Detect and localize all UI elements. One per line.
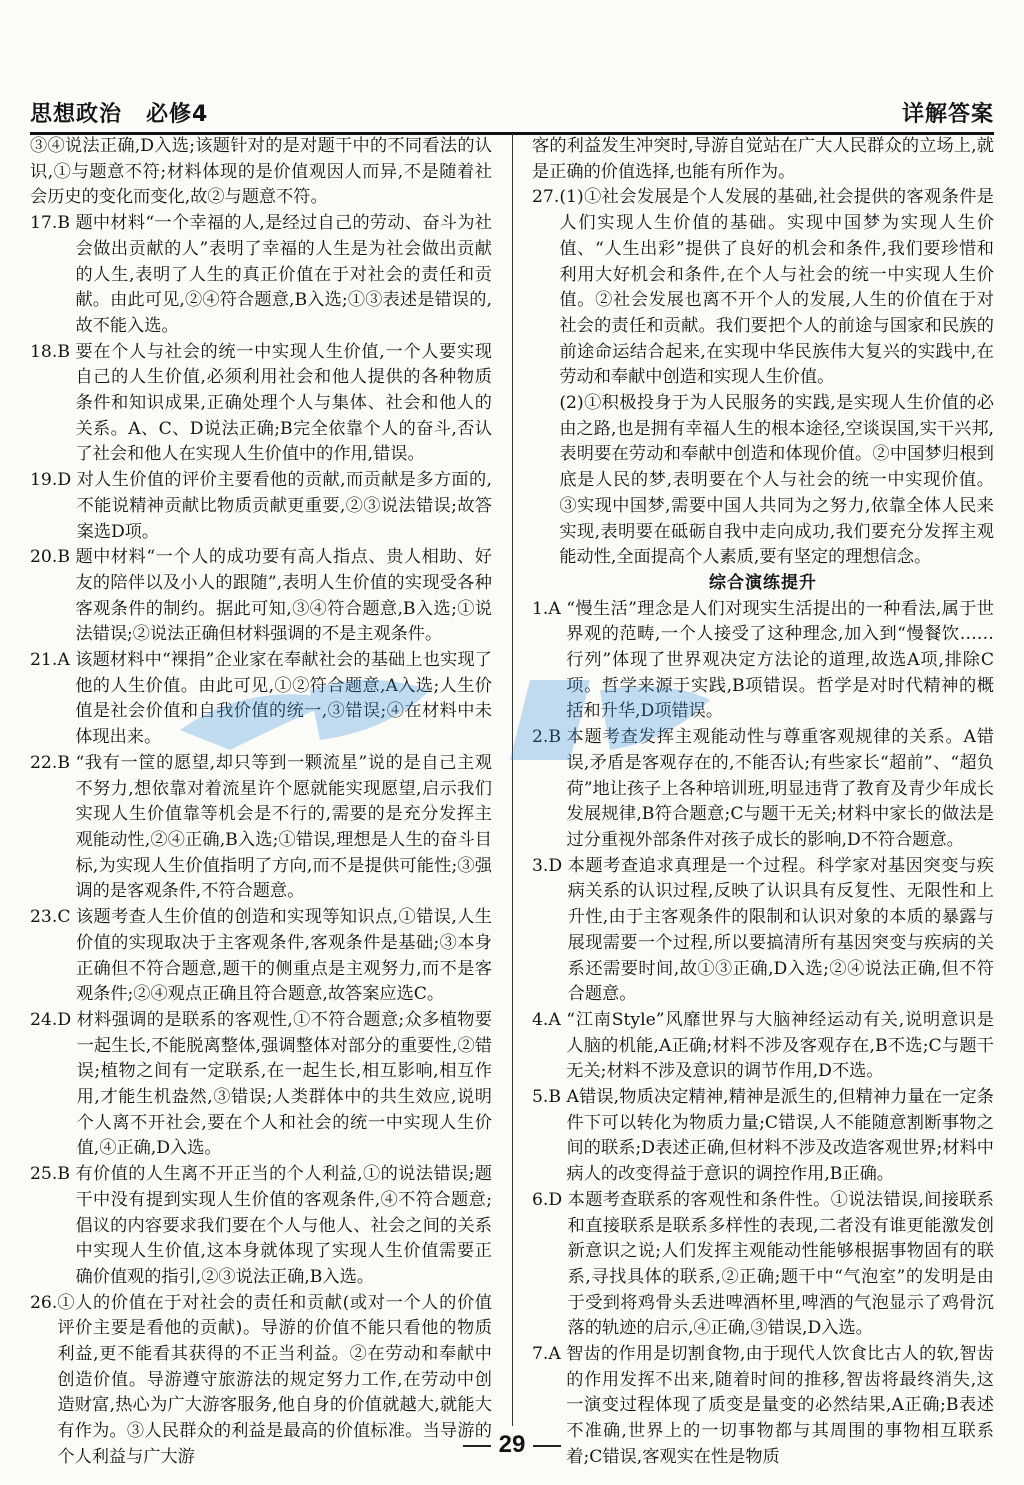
item-number: 1.A (532, 598, 567, 619)
answer-item (532, 1085, 994, 1188)
page-number: 29 (498, 1431, 526, 1458)
item-27-part-1: (1)①社会发展是个人发展的基础,社会提供的客观条件是人们实现人生价值的基础。实现中国梦为实现人生价值、“人生出彩”提供了良好的机会和条件,我们要珍惜和利用大好机会和条件,在个人与社会的统一中实现人生价值。②社会发展也离不开个人的发展,人生的价值在于对社会的责任和贡献。我们要把个人的前途与国家和民族的前途命运结合起来,在实现中华民族伟大复兴的实践中,在劳动和奉献中创造和实现人生价值。 (559, 187, 994, 388)
item-number: 18.B (30, 341, 76, 362)
item-text: “江南Style”风靡世界与大脑神经运动有关,说明意识是人脑的机能,A正确;材料不涉及客观存在,B不选;C与题干无关;材料不涉及意识的调节作用,D不选。 (566, 1009, 994, 1082)
item-number: 23.C (30, 907, 76, 928)
item-text: 对人生价值的评价主要看他的贡献,而贡献是多方面的,不能说精神贡献比物质贡献更重要,②③说法错误;故答案选D项。 (76, 470, 492, 542)
answer-item (30, 1162, 492, 1291)
item-number: 3.D (532, 855, 568, 876)
answer-item (532, 597, 994, 726)
item-text: A错误,物质决定精神,精神是派生的,但精神力量在一定条件下可以转化为物质力量;C错误,人不能随意割断事物之间的联系;D表述正确,但材料不涉及改造客观世界;材料中病人的改变得益于意识的调控作用,B正确。 (566, 1087, 994, 1185)
header-left (30, 97, 208, 128)
section-label: 详解答案 (901, 102, 994, 127)
item-text: 材料强调的是联系的客观性,①不符合题意;众多植物要一起生长,不能脱离整体,强调整体对部分的重要性,②错误;植物之间有一定联系,在一起生长,相互影响,相互作用,才能生机盎然,③错误;人类群体中的共生效应,说明个人离不开社会,要在个人和社会的统一中实现人生价值,④正确,D入选。 (76, 1009, 492, 1159)
item-text: 本题考查追求真理是一个过程。科学家对基因突变与疾病关系的认识过程,反映了认识具有反复性、无限性和上升性,由于主客观条件的限制和认识对象的本质的暴露与展现需要一个过程,所以要搞清所有基因突变与疾病的关系还需要时间,故①③正确,D入选;②④说法正确,但不符合题意。 (567, 855, 994, 1005)
item-number: 7.A (532, 1344, 567, 1365)
item-text: “我有一筐的愿望,却只等到一颗流星”说的是自己主观不努力,想依靠对着流星许个愿就能实现愿望,启示我们实现人生价值靠等机会是不行的,需要的是充分发挥主观能动性,②④正确,B入选;①错误,理想是人生的奋斗目标,为实现人生价值指明了方向,而不是提供可能性;③强调的是客观条件,不符合题意。 (75, 752, 492, 902)
item-text: 要在个人与社会的统一中实现人生价值,一个人要实现自己的人生价值,必须利用社会和他人提供的各种物质条件和知识成果,正确处理个人与集体、社会和他人的关系。A、C、D说法正确;B完全依靠个人的奋斗,否认了社会和他人在实现人生价值中的作用,错误。 (75, 341, 492, 465)
right-column (532, 134, 994, 1467)
left-column (30, 134, 492, 1467)
item-text: “慢生活”理念是人们对现实生活提出的一种看法,属于世界观的范畴,一个人接受了这种理念,加入到“慢餐饮……行列”体现了世界观决定方法论的道理,故选A项,排除C项。哲学来源于实践,B项错误。哲学是对时代精神的概括和升华,D项错误。 (566, 598, 994, 722)
item-text: 题中材料“一个幸福的人,是经过自己的劳动、奋斗为社会做出贡献的人”表明了幸福的人生是为社会做出贡献的人生,表明了人生的真正价值在于对社会的责任和贡献。由此可见,②④符合题意,B入选;①③表述是错误的,故不能入选。 (75, 213, 492, 336)
item-number: 19.D (30, 470, 77, 491)
item-text: ①人的价值在于对社会的责任和贡献(或对一个人的价值评价主要是看他的贡献)。导游的价值不能只看他的物质利益,更不能看其获得的不正当利益。②在劳动和奉献中创造价值。导游遵守旅游法的规定努力工作,在劳动中创造财富,热心为广大游客服务,他自身的价值就越大,就能大有作为。③人民群众的利益是最高的价值标准。当导游的个人利益与广大游 (57, 1292, 492, 1467)
page-footer (0, 1431, 1024, 1459)
item-text: 有价值的人生离不开正当的个人利益,①的说法错误;题干中没有提到实现人生价值的客观条件,④不符合题意;倡议的内容要求我们要在个人与他人、社会之间的关系中实现人生价值,这本身就体现了实现人生价值需要正确价值观的指引,②③说法正确,B入选。 (75, 1164, 492, 1287)
answer-item (532, 1008, 994, 1085)
item-number: 4.A (532, 1009, 567, 1030)
item-text: 本题考查发挥主观能动性与尊重客观规律的关系。A错误,矛盾是客观存在的,不能否认;有些家长“超前”、“超负荷”地让孩子上各种培训班,明显违背了教育及青少年成长发展规律,B符合题意;C与题干无关;材料中家长的做法是过分重视外部条件对孩子成长的影响,D不符合题意。 (566, 727, 994, 850)
section-heading: 综合演练提升 (709, 572, 817, 593)
item-number: 25.B (30, 1164, 76, 1185)
item-number: 21.A (30, 650, 76, 671)
item-text: 该题考查人生价值的创造和实现等知识点,①错误,人生价值的实现取决于主客观条件,客观条件是基础;③本身正确但不符合题意,题干的侧重点是主观努力,而不是客观条件;②④观点正确且符合题意,故答案应选C。 (75, 907, 492, 1005)
subject-title: 思想政治 (30, 102, 123, 127)
page-header (30, 88, 994, 135)
item-27-part-2: (2)①积极投身于为人民服务的实践,是实现人生价值的必由之路,也是拥有幸福人生的根本途径,空谈误国,实干兴邦,表明要在劳动和奉献中创造和体现价值。②中国梦归根到底是人民的梦,表明要在个人与社会的统一中实现价值。③实现中国梦,需要中国人共同为之努力,依靠全体人民来实现,表明要在砥砺自我中走向成功,我们要充分发挥主观能动性,全面提高个人素质,要有坚定的理想信念。 (559, 393, 994, 568)
answer-item (532, 1188, 994, 1342)
item-number: 24.D (30, 1009, 77, 1030)
answer-item (30, 648, 492, 751)
right-answer-list (532, 597, 994, 1471)
answer-item (30, 1008, 492, 1162)
footer-dash-right (533, 1445, 561, 1447)
footer-dash-left (463, 1445, 491, 1447)
item-number: 6.D (532, 1189, 568, 1210)
item-text: 本题考查联系的客观性和条件性。①说法错误,间接联系和直接联系是联系多样性的表现,二者没有谁更能激发创新意识之说;人们发挥主观能动性能够根据事物固有的联系,寻找具体的联系,②正确;题干中“气泡室”的发明是由于受到将鸡骨头丢进啤酒杯里,啤酒的气泡显示了鸡骨沉落的轨迹的启示,④正确,③错误,D入选。 (567, 1189, 994, 1339)
answer-item (30, 905, 492, 1008)
item-number: 5.B (532, 1087, 567, 1108)
answer-item (30, 545, 492, 648)
answer-item (30, 751, 492, 905)
answer-item (532, 854, 994, 1008)
item-text: 题中材料“一个人的成功要有高人指点、贵人相助、好友的陪伴以及小人的跟随”,表明人生价值的实现受各种客观条件的制约。据此可知,③④符合题意,B入选;①说法错误;②说法正确但材料强调的不是主观条件。 (75, 547, 492, 645)
item-number: 2.B (532, 727, 567, 748)
answer-item (30, 211, 492, 340)
item-number: 26. (30, 1292, 58, 1313)
answer-item (30, 468, 492, 545)
item-number: 22.B (30, 752, 76, 773)
item-text: 智齿的作用是切割食物,由于现代人饮食比古人的软,智齿的作用发挥不出来,随着时间的推移,智齿将最终消失,这一演变过程体现了质变是量变的必然结果,A正确;B表述不准确,世界上的一切事物都与其周围的事物相互联系着;C错误,客观实在性是物质 (566, 1344, 994, 1467)
item-text: 该题材料中“裸捐”企业家在奉献社会的基础上也实现了他的人生价值。由此可见,①②符合题意,A入选;人生价值是社会价值和自我价值的统一,③错误;④在材料中未体现出来。 (75, 650, 492, 748)
column-divider (512, 134, 513, 1426)
item-text: ③④说法正确,D入选;该题针对的是对题干中的不同看法的认识,①与题意不符;材料体现的是价值观因人而异,不是随着社会历史的变化而变化,故②与题意不符。 (30, 136, 492, 208)
answer-item-27 (532, 185, 994, 571)
answer-item (30, 134, 492, 211)
item-number: 20.B (30, 547, 76, 568)
item-number: 17.B (30, 213, 76, 234)
answer-item (532, 725, 994, 854)
answer-item (30, 340, 492, 469)
item-26-continuation: 客的利益发生冲突时,导游自觉站在广大人民群众的立场上,就是正确的价值选择,也能有所作为。 (532, 136, 994, 182)
item-number: 27. (532, 187, 560, 208)
volume-title: 必修4 (146, 102, 209, 127)
